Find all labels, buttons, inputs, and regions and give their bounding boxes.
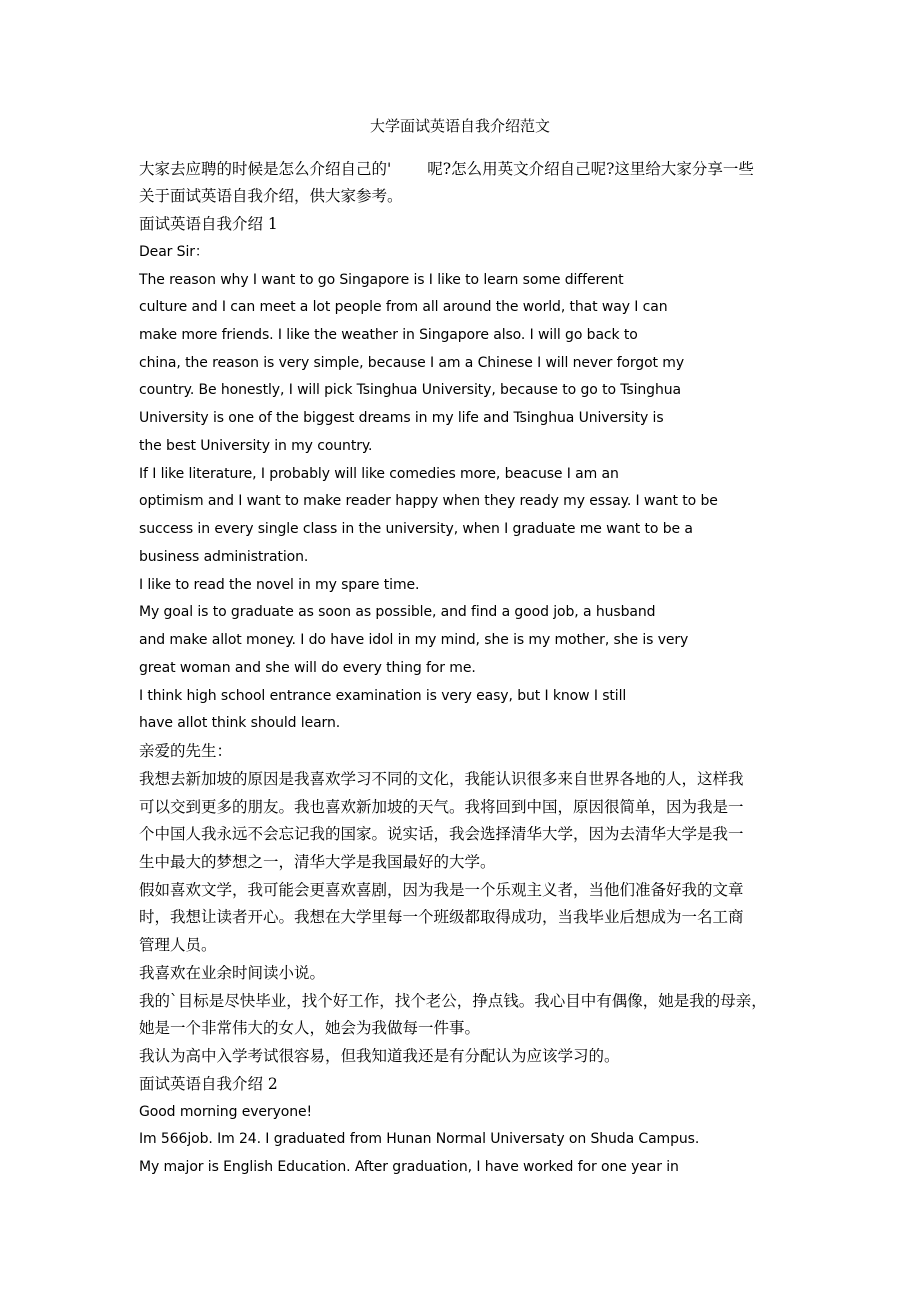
body-line: and make allot money. I do have idol in my mind, she is my mother, she is very (139, 632, 689, 648)
body-line: My major is English Education. After graduation, I have worked for one year in (139, 1159, 679, 1175)
body-line: 我的`目标是尽快毕业，找个好工作，找个老公，挣点钱。我心目中有偶像，她是我的母亲， (139, 992, 767, 1010)
intro-text-part1: 大家去应聘的时候是怎么介绍自己的' (139, 160, 392, 178)
body-line: 关于面试英语自我介绍，供大家参考。 (139, 187, 403, 205)
body-line: My goal is to graduate as soon as possible, and find a good job, a husband (139, 604, 656, 620)
body-line: country. Be honestly, I will pick Tsinghua University, because to go to Tsinghua (139, 382, 681, 398)
document-title: 大学面试英语自我介绍范文 (369, 117, 550, 135)
body-line: business administration. (139, 549, 309, 565)
body-line: I like to read the novel in my spare time. (139, 577, 420, 593)
body-line: Dear Sir： (139, 244, 209, 260)
body-line: have allot think should learn. (139, 715, 341, 731)
body-line: The reason why I want to go Singapore is I like to learn some different (139, 272, 624, 288)
body-line: 生中最大的梦想之一，清华大学是我国最好的大学。 (139, 853, 496, 871)
intro-line (139, 158, 754, 180)
body-line: optimism and I want to make reader happy when they ready my essay. I want to be (139, 493, 718, 509)
body-line: great woman and she will do every thing for me. (139, 660, 476, 676)
body-line: culture and I can meet a lot people from all around the world, that way I can (139, 299, 668, 315)
body-line: 个中国人我永远不会忘记我的国家。说实话，我会选择清华大学，因为去清华大学是我一 (139, 825, 744, 843)
body-line: 我喜欢在业余时间读小说。 (139, 964, 326, 982)
body-line: Good morning everyone! (139, 1104, 313, 1120)
body-line: 我想去新加坡的原因是我喜欢学习不同的文化，我能认识很多来自世界各地的人，这样我 (139, 770, 744, 788)
body-line: china, the reason is very simple, because I am a Chinese I will never forgot my (139, 355, 685, 371)
body-line: I think high school entrance examination is very easy, but I know I still (139, 688, 627, 704)
body-line: Im 566job. Im 24. I graduated from Hunan Normal Universaty on Shuda Campus. (139, 1131, 700, 1147)
body-line: 我认为高中入学考试很容易，但我知道我还是有分配认为应该学习的。 (139, 1047, 620, 1065)
body-line: 假如喜欢文学，我可能会更喜欢喜剧，因为我是一个乐观主义者，当他们准备好我的文章 (139, 881, 744, 899)
body-line: success in every single class in the university, when I graduate me want to be a (139, 521, 693, 537)
body-line: 亲爱的先生： (139, 742, 233, 760)
body-line: 时，我想让读者开心。我想在大学里每一个班级都取得成功，当我毕业后想成为一名工商 (139, 908, 744, 926)
intro-text-part2: 呢?怎么用英文介绍自己呢?这里给大家分享一些 (427, 160, 754, 178)
body-line: University is one of the biggest dreams in my life and Tsinghua University is (139, 410, 664, 426)
body-line: make more friends. I like the weather in Singapore also. I will go back to (139, 327, 638, 343)
body-line: If I like literature, I probably will like comedies more, beacuse I am an (139, 466, 619, 482)
body-line: 可以交到更多的朋友。我也喜欢新加坡的天气。我将回到中国，原因很简单，因为我是一 (139, 798, 744, 816)
body-line: 她是一个非常伟大的女人，她会为我做每一件事。 (139, 1019, 481, 1037)
body-line: the best University in my country. (139, 438, 373, 454)
section-heading-2: 面试英语自我介绍 2 (139, 1075, 278, 1093)
body-line: 管理人员。 (139, 936, 217, 954)
section-heading-1: 面试英语自我介绍 1 (139, 215, 278, 233)
